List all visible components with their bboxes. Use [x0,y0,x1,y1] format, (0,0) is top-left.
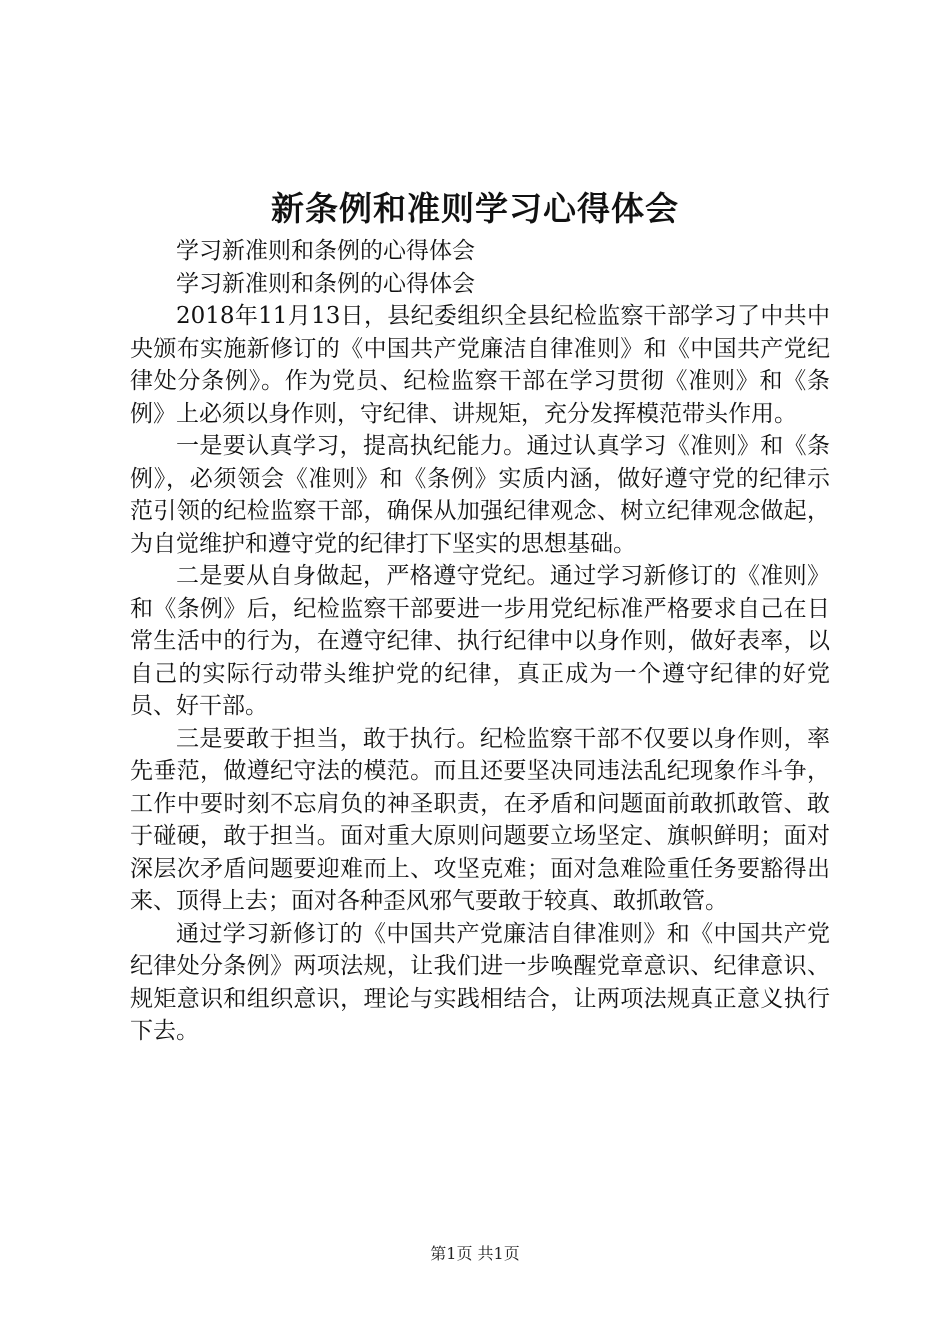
body-paragraph: 通过学习新修订的《中国共产党廉洁自律准则》和《中国共产党纪律处分条例》两项法规，让我们进一步唤醒党章意识、纪律意识、规矩意识和组织意识，理论与实践相结合，让两项法规真正意义执行下去。 [130,920,830,1044]
subtitle-line: 学习新准则和条例的心得体会 [176,238,475,264]
body-paragraph: 2018年11月13日，县纪委组织全县纪检监察干部学习了中共中央颁布实施新修订的《中国共产党廉洁自律准则》和《中国共产党纪律处分条例》。作为党员、纪检监察干部在学习贯彻《准则》和《条例》上必须以身作则，守纪律、讲规矩，充分发挥模范带头作用。 [130,303,830,427]
document-body [130,235,830,1048]
page-footer: 第1页 共1页 [430,1244,520,1263]
body-paragraph: 三是要敢于担当，敢于执行。纪检监察干部不仅要以身作则，率先垂范，做遵纪守法的模范。而且还要坚决同违法乱纪现象作斗争，工作中要时刻不忘肩负的神圣职责，在矛盾和问题面前敢抓敢管、敢于碰硬，敢于担当。面对重大原则问题要立场坚定、旗帜鲜明；面对深层次矛盾问题要迎难而上、攻坚克难；面对急难险重任务要豁得出来、顶得上去；面对各种歪风邪气要敢于较真、敢抓敢管。 [130,725,830,914]
subtitle-line: 学习新准则和条例的心得体会 [176,270,475,297]
document-title: 新条例和准则学习心得体会 [271,189,679,228]
body-paragraph: 二是要从自身做起，严格遵守党纪。通过学习新修订的《准则》和《条例》后，纪检监察干部要进一步用党纪标准严格要求自己在日常生活中的行为，在遵守纪律、执行纪律中以身作则，做好表率，以自己的实际行动带头维护党的纪律，真正成为一个遵守纪律的好党员、好干部。 [130,563,830,719]
body-paragraph: 一是要认真学习，提高执纪能力。通过认真学习《准则》和《条例》，必须领会《准则》和《条例》实质内涵，做好遵守党的纪律示范引领的纪检监察干部，确保从加强纪律观念、树立纪律观念做起，为自觉维护和遵守党的纪律打下坚实的思想基础。 [130,433,830,557]
